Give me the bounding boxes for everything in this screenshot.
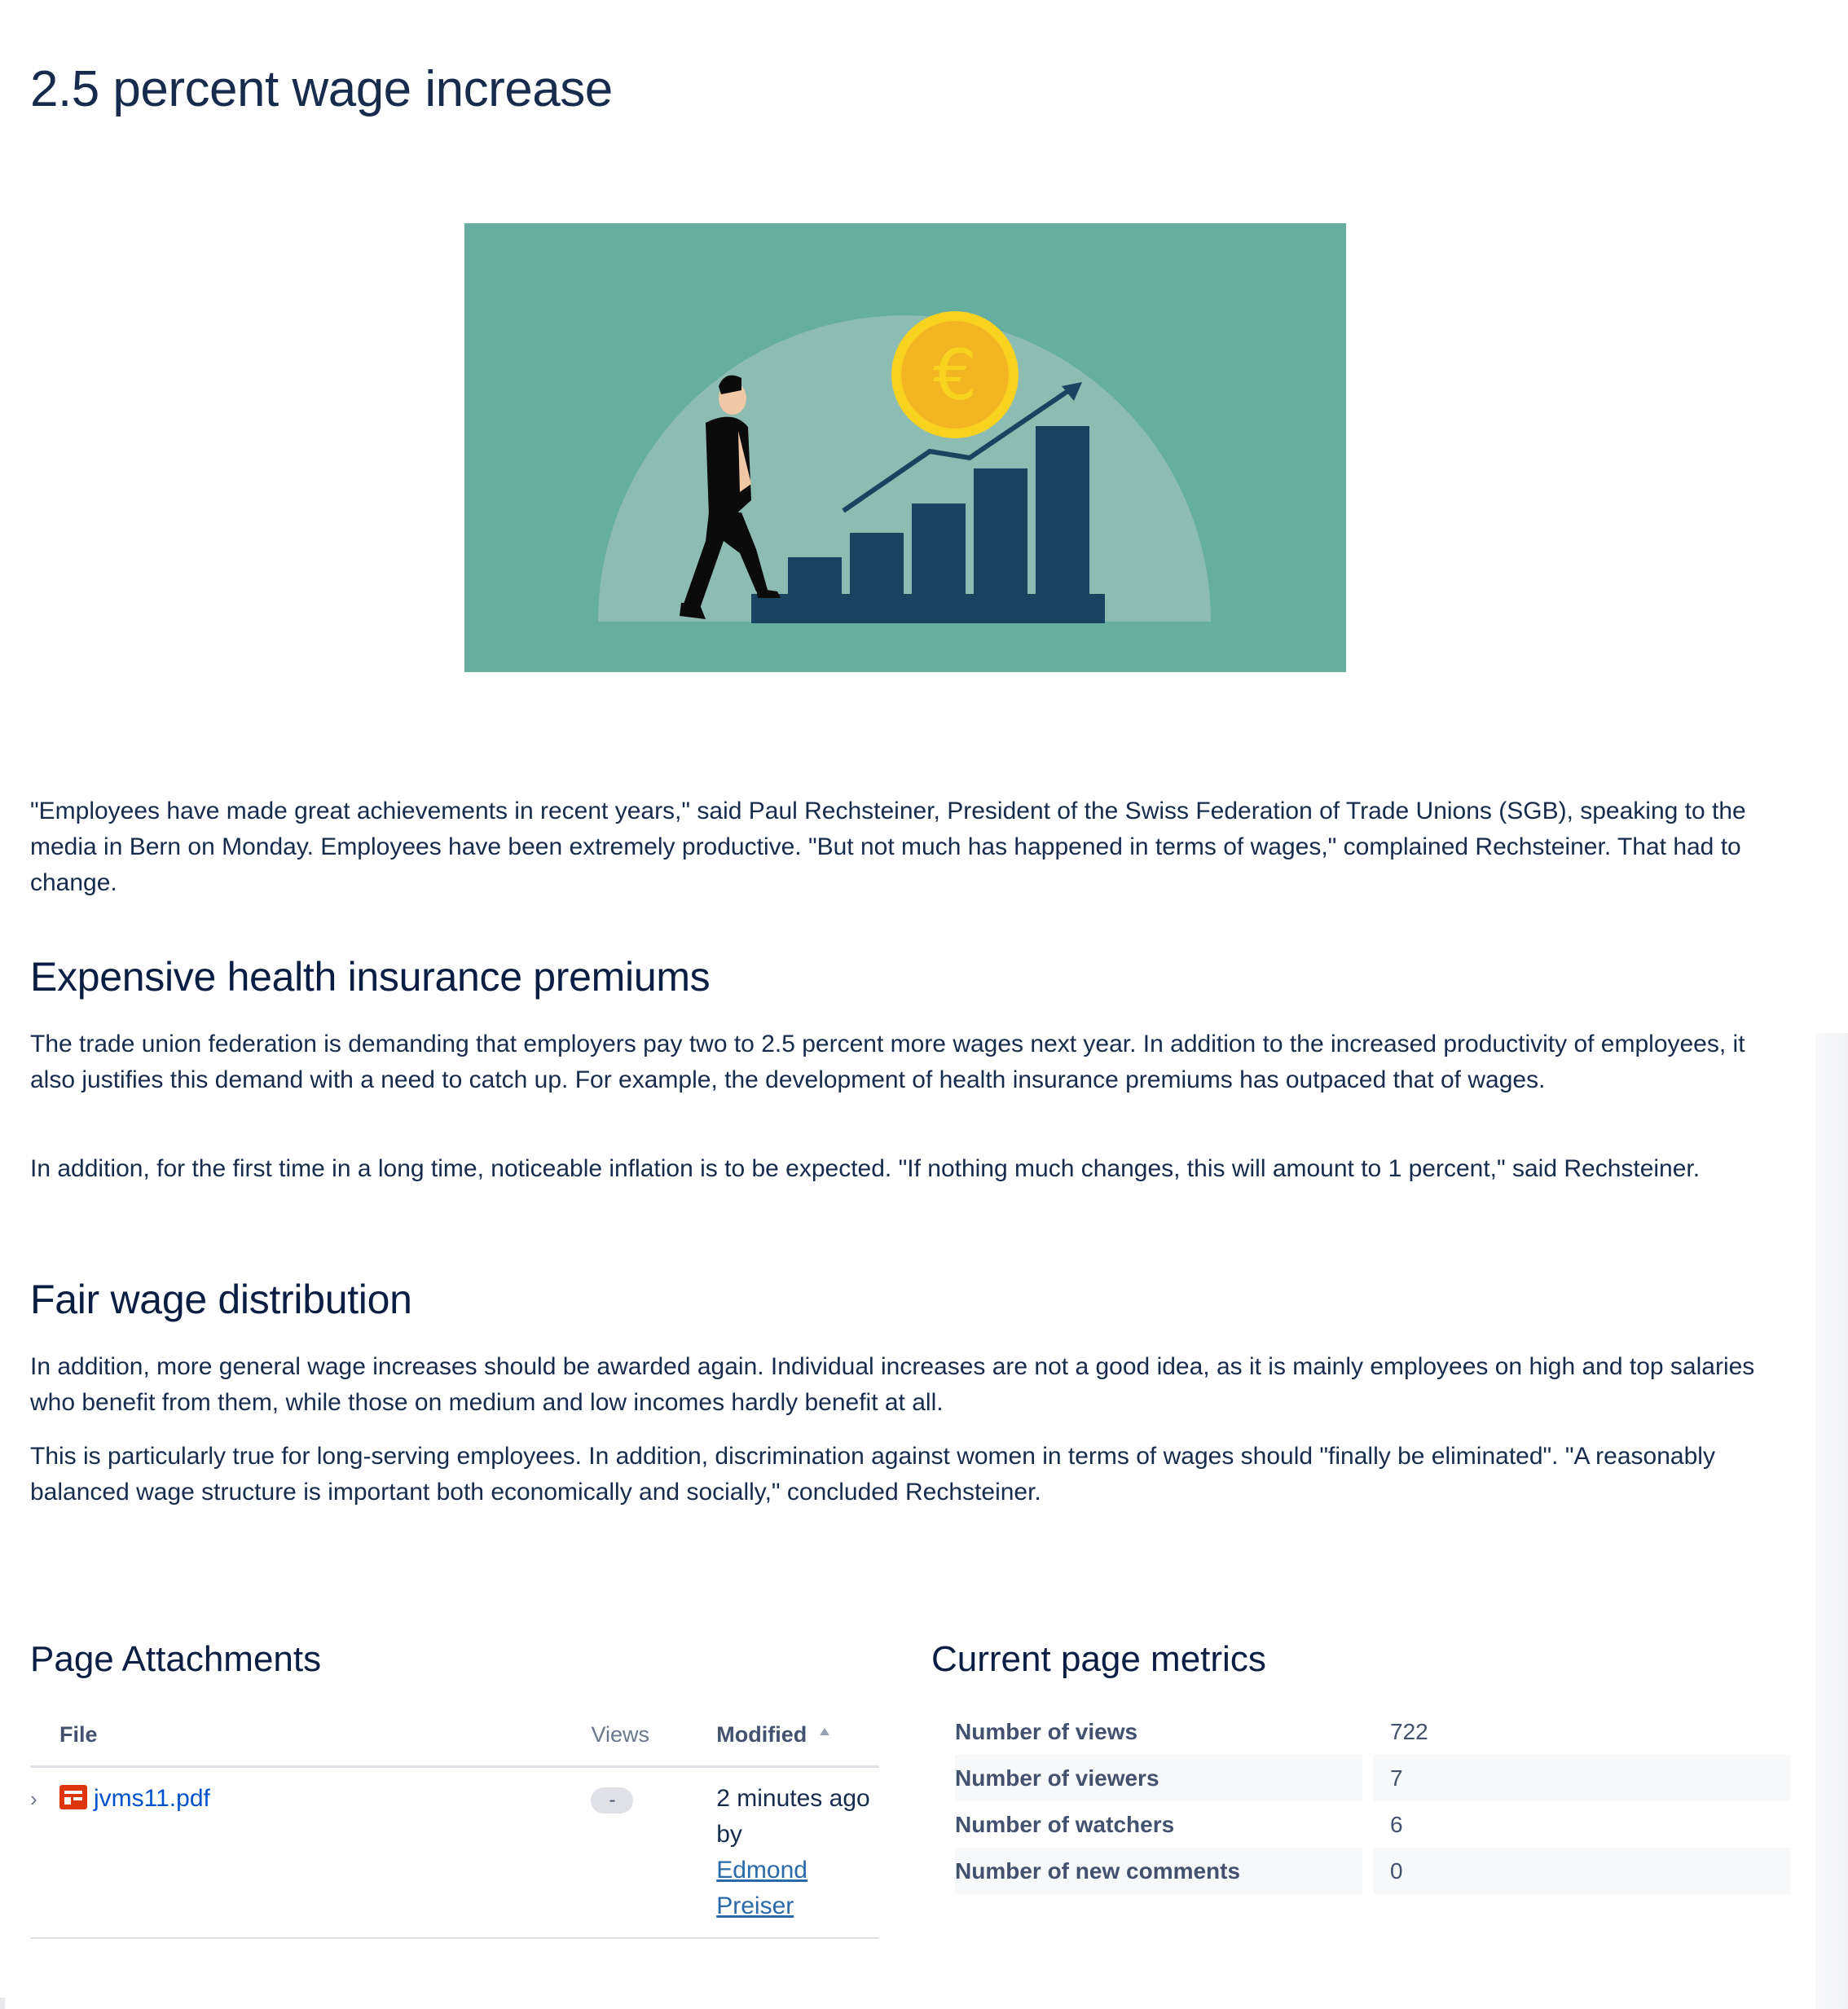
metric-label: Number of watchers bbox=[955, 1811, 1175, 1837]
wage-growth-illustration bbox=[464, 223, 1346, 672]
right-panel-shadow bbox=[1815, 1033, 1848, 2009]
page-title: 2.5 percent wage increase bbox=[30, 61, 613, 117]
section-heading-fair: Fair wage distribution bbox=[30, 1277, 412, 1322]
views-badge: - bbox=[591, 1787, 633, 1813]
fair-paragraph-2: This is particularly true for long-serving employees. In addition, discrimination against women in terms of wages should "finally be eliminated". "A reasonably balanced wage structure is important both economically and socially," concluded Rechsteiner. bbox=[30, 1443, 1715, 1506]
table-row bbox=[30, 1767, 879, 1939]
sort-ascending-icon bbox=[820, 1728, 829, 1735]
fair-paragraph-1: In addition, more general wage increases should be awarded again. Individual increases are not a good idea, as it is mainly employees on high and top salaries who benefit from them, while those on medium and low incomes hardly benefit at all. bbox=[30, 1353, 1755, 1416]
chevron-right-icon[interactable]: › bbox=[30, 1787, 37, 1811]
column-views[interactable]: Views bbox=[591, 1706, 716, 1767]
metrics-heading: Current page metrics bbox=[931, 1639, 1266, 1679]
metric-row-views bbox=[955, 1708, 1790, 1755]
metric-label: Number of new comments bbox=[955, 1848, 1374, 1894]
metric-value: 0 bbox=[1374, 1848, 1790, 1894]
column-file[interactable]: File bbox=[30, 1706, 591, 1767]
metric-label: Number of views bbox=[955, 1718, 1138, 1744]
column-modified[interactable]: Modified bbox=[716, 1706, 879, 1767]
hero-illustration bbox=[464, 223, 1346, 672]
health-paragraph-1: The trade union federation is demanding that employers pay two to 2.5 percent more wages next year. In addition to the increased productivity of employees, it also justifies this demand with a need to catch up. For example, the development of health insurance premiums has outpaced that of wages. bbox=[30, 1031, 1745, 1093]
attachment-file-link[interactable]: jvms11.pdf bbox=[94, 1785, 210, 1812]
metric-value: 722 bbox=[1390, 1718, 1428, 1744]
metrics-table bbox=[955, 1708, 1790, 1894]
metric-value: 6 bbox=[1390, 1811, 1403, 1837]
attachments-heading: Page Attachments bbox=[30, 1639, 322, 1679]
metric-row-watchers bbox=[955, 1801, 1790, 1848]
health-paragraph-2: In addition, for the first time in a long time, noticeable inflation is to be expected. "If nothing much changes, this will amount to 1 percent," said Rechsteiner. bbox=[30, 1155, 1701, 1182]
modified-text: 2 minutes ago by bbox=[716, 1785, 870, 1848]
intro-paragraph: "Employees have made great achievements in recent years," said Paul Rechsteiner, President of the Swiss Federation of Trade Unions (SGB), speaking to the media in Bern on Monday. Employees have been extremely productive. "But not much has happened in terms of wages," complained Rechsteiner. That had to change. bbox=[30, 798, 1746, 896]
metric-value: 7 bbox=[1374, 1755, 1790, 1801]
metric-label: Number of viewers bbox=[955, 1755, 1374, 1801]
attachments-header-row bbox=[30, 1706, 879, 1767]
attachments-table bbox=[30, 1706, 879, 1939]
section-heading-health: Expensive health insurance premiums bbox=[30, 954, 711, 1000]
pdf-icon bbox=[59, 1785, 87, 1809]
modified-by-link[interactable]: Edmond Preiser bbox=[716, 1857, 807, 1919]
svg-text:€: € bbox=[932, 335, 978, 416]
metric-row-comments bbox=[955, 1848, 1790, 1894]
metric-row-viewers bbox=[955, 1755, 1790, 1801]
left-edge-marker bbox=[0, 1998, 5, 2009]
